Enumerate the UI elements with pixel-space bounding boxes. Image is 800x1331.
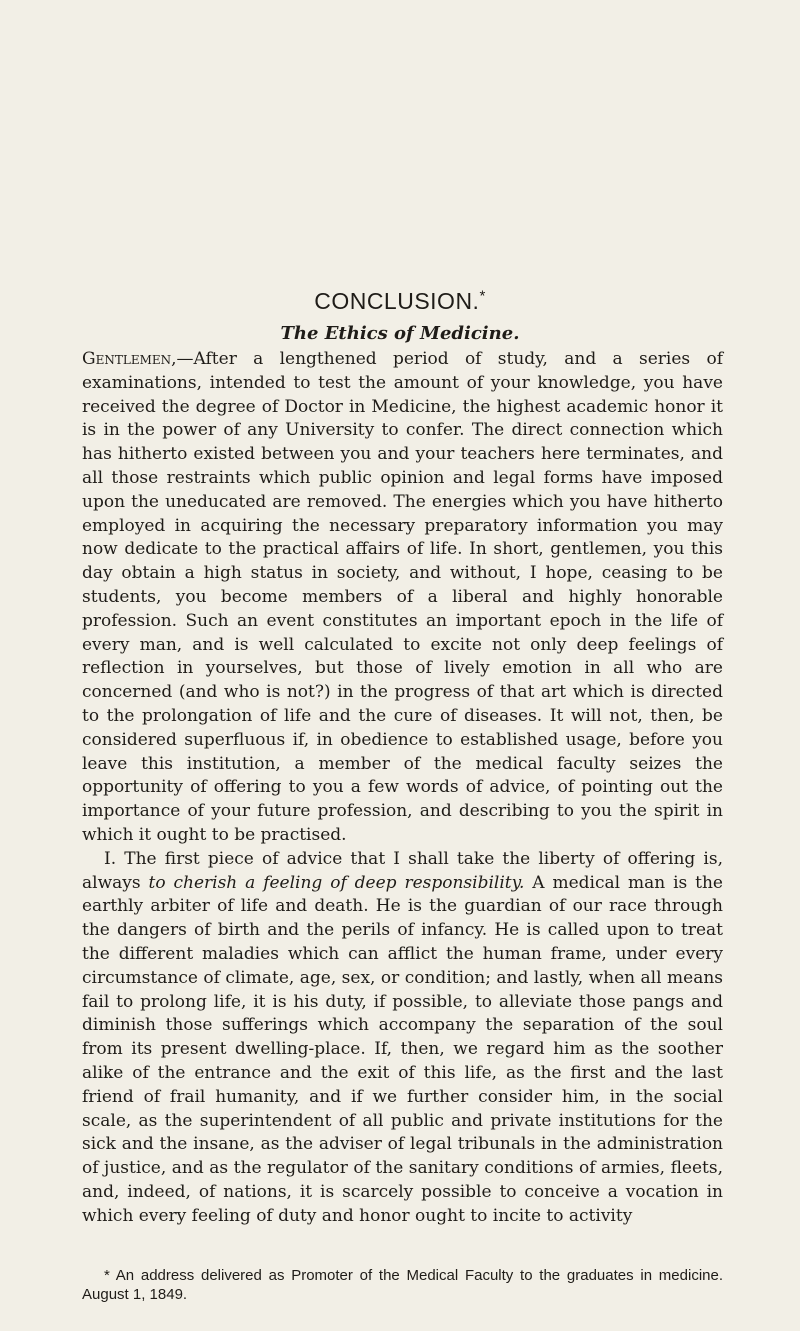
paragraph-responsibility-after: A medical man is the earthly arbiter of life and death. He is the guardian of our race through the dangers of birth and the perils of infancy. He is called upon to treat the different maladies which can afflict the human frame, under every circumstance of climate, age, sex, or condition; and lastly, when all means fail to prolong life, it is his duty, if possible, to alleviate those pangs and diminish those sufferings which accompany the separation of the soul from its present dwelling-place. If, then, we regard him as the soother alike of the entrance and the exit of this life, as the first and the last friend of frail humanity, and if we further consider him, in the social scale, as the superintendent of all public and private institutions for the sick and the insane, as the adviser of legal tribunals in the administration of justice, and as the regulator of the sanitary conditions of armies, fleets, and, indeed, of nations, it is scarcely possible to conceive a vocation in which every feeling of duty and honor ought to incite to activity <box>82 872 723 1226</box>
chapter-title: CONCLUSION. <box>314 288 480 314</box>
footnote: * An address delivered as Promoter of the Medical Faculty to the graduates in medicine. August 1, 1849. <box>82 1267 723 1303</box>
body-text <box>82 348 723 1228</box>
paragraph-responsibility <box>82 848 723 1229</box>
chapter-heading <box>0 288 800 315</box>
emphasized-phrase: to cherish a feeling of deep responsibility. <box>148 872 525 893</box>
paragraph-responsibility-before: I. The first piece of advice that I shall take the liberty of offering is, always <box>82 848 723 893</box>
footnote-marker: * <box>479 287 486 305</box>
paragraph-opening <box>82 348 723 848</box>
salutation: Gentlemen, <box>82 349 177 369</box>
paragraph-opening-text: —After a lengthened period of study, and a series of examinations, intended to test the amount of your knowledge, you have received the degree of Doctor in Medicine, the highest academic honor it is in the power of any University to confer. The direct connection which has hitherto existed between you and your teachers here terminates, and all those restraints which public opinion and legal forms have imposed upon the uneducated are removed. The energies which you have hitherto employed in acquiring the necessary preparatory information you may now dedicate to the practical affairs of life. In short, gentlemen, you this day obtain a high status in society, and without, I hope, ceasing to be students, you become members of a liberal and highly honorable profession. Such an event constitutes an important epoch in the life of every man, and is well calculated to excite not only deep feelings of reflection in yourselves, but those of lively emotion in all who are concerned (and who is not?) in the progress of that art which is directed to the prolongation of life and the cure of diseases. It will not, then, be considered superfluous if, in obedience to established usage, before you leave this institution, a member of the medical faculty seizes the opportunity of offering to you a few words of advice, of pointing out the importance of your future profession, and describing to you the spirit in which it ought to be practised. <box>82 349 723 845</box>
chapter-subtitle: The Ethics of Medicine. <box>280 323 520 344</box>
